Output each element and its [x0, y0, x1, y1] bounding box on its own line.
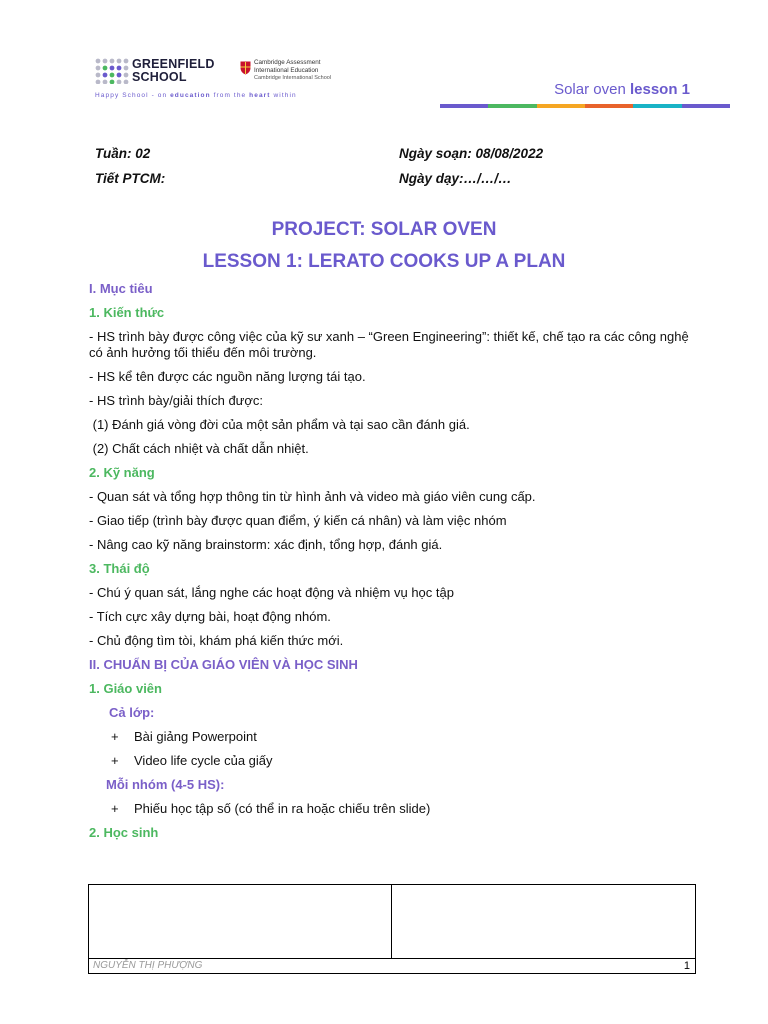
color-bar-segment	[440, 104, 488, 108]
document-header-title	[554, 81, 690, 98]
plus-bullet-icon: +	[111, 729, 119, 744]
color-bar-segment	[537, 104, 585, 108]
cambridge-logo-text	[254, 59, 331, 82]
header-title-regular: Solar oven	[554, 81, 626, 98]
prep-date-label: Ngày soạn: 08/08/2022	[399, 146, 544, 161]
color-bar-segment	[633, 104, 681, 108]
skills-heading: 2. Kỹ năng	[89, 465, 155, 480]
section-preparation-heading: II. CHUẨN BỊ CỦA GIÁO VIÊN VÀ HỌC SINH	[89, 657, 358, 672]
knowledge-item: - HS kể tên được các nguồn năng lượng tái tạo.	[89, 369, 366, 384]
logo-line-1: GREENFIELD	[132, 57, 215, 71]
list-item-text: Phiếu học tập số (có thể in ra hoặc chiếu trên slide)	[134, 801, 431, 816]
knowledge-subitem: (2) Chất cách nhiệt và chất dẫn nhiệt.	[89, 441, 309, 456]
lesson-title: LESSON 1: LERATO COOKS UP A PLAN	[202, 251, 566, 272]
knowledge-item: - HS trình bày được công việc của kỹ sư xanh – “Green Engineering”: thiết kế, chế tạo ra các công nghệ có ảnh hưởng tối thiểu đến môi trường.	[89, 329, 689, 360]
header-color-bar	[440, 104, 730, 108]
student-heading: 2. Học sinh	[89, 825, 159, 840]
knowledge-heading: 1. Kiến thức	[89, 305, 165, 320]
footer-divider	[391, 885, 392, 959]
footer-table	[88, 884, 696, 974]
footer-author: NGUYỄN THỊ PHƯỢNG	[93, 960, 203, 971]
tagline-part: Happy School - on	[95, 92, 171, 99]
cambridge-line-2: International Education	[254, 66, 319, 74]
school-logo-name	[132, 58, 215, 84]
cambridge-shield-icon	[240, 61, 251, 75]
cambridge-line-3: Cambridge International School	[254, 74, 332, 81]
color-bar-segment	[488, 104, 536, 108]
lesson-plan-body	[89, 281, 701, 849]
teach-date-label: Ngày dạy:…/…/…	[399, 171, 512, 186]
knowledge-item: - HS trình bày/giải thích được:	[89, 393, 264, 408]
plus-bullet-icon: +	[111, 801, 119, 816]
attitude-heading: 3. Thái độ	[89, 561, 150, 576]
week-label: Tuần: 02	[95, 146, 151, 161]
logo-line-2: SCHOOL	[132, 70, 187, 84]
skills-item: - Quan sát và tổng hợp thông tin từ hình ảnh và video mà giáo viên cung cấp.	[89, 489, 536, 504]
tagline-part: within	[270, 92, 297, 99]
skills-item: - Giao tiếp (trình bày được quan điểm, ý kiến cá nhân) và làm việc nhóm	[89, 513, 507, 528]
attitude-item: - Tích cực xây dựng bài, hoạt động nhóm.	[89, 609, 331, 624]
attitude-item: - Chú ý quan sát, lắng nghe các hoạt động và nhiệm vụ học tập	[89, 585, 454, 600]
tagline-part: education	[170, 92, 211, 99]
cambridge-line-1: Cambridge Assessment	[254, 59, 321, 66]
attitude-item: - Chủ động tìm tòi, khám phá kiến thức mới.	[89, 633, 344, 648]
whole-class-label: Cả lớp:	[109, 705, 155, 720]
school-tagline	[95, 92, 297, 99]
color-bar-segment	[585, 104, 633, 108]
period-label: Tiết PTCM:	[95, 171, 166, 186]
project-title: PROJECT: SOLAR OVEN	[271, 219, 497, 240]
footer-divider	[89, 958, 695, 959]
list-item	[89, 729, 701, 745]
greenfield-logo-dots-icon	[95, 58, 129, 84]
page-number: 1	[683, 960, 690, 972]
skills-item: - Nâng cao kỹ năng brainstorm: xác định, tổng hợp, đánh giá.	[89, 537, 443, 552]
header-title-bold: lesson 1	[629, 81, 690, 98]
per-group-label: Mỗi nhóm (4-5 HS):	[106, 777, 225, 792]
knowledge-subitem: (1) Đánh giá vòng đời của một sản phẩm và tại sao cần đánh giá.	[89, 417, 470, 432]
tagline-part: heart	[249, 92, 271, 99]
list-item-text: Video life cycle của giấy	[134, 753, 273, 768]
list-item-text: Bài giảng Powerpoint	[134, 729, 257, 744]
plus-bullet-icon: +	[111, 753, 119, 768]
list-item	[89, 801, 701, 817]
tagline-part: from the	[210, 92, 250, 99]
color-bar-segment	[682, 104, 730, 108]
section-objectives-heading: I. Mục tiêu	[89, 281, 153, 296]
teacher-heading: 1. Giáo viên	[89, 681, 162, 696]
list-item	[89, 753, 701, 769]
